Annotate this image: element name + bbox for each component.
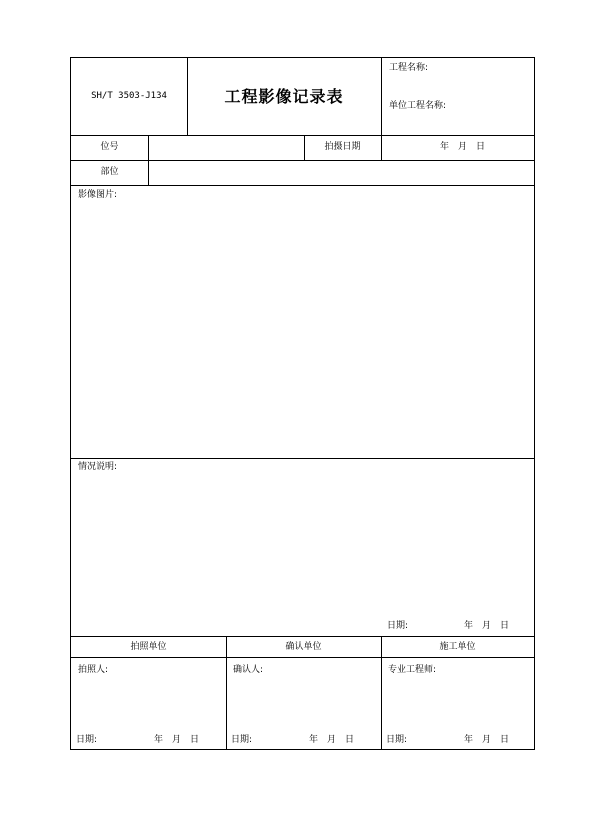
description-date-label: 日期: [387, 621, 409, 631]
part-label: 部位 [100, 167, 119, 177]
divider [381, 135, 382, 160]
shoot-date-label: 拍摄日期 [324, 142, 361, 152]
confirmer-date-value[interactable]: 年 月 日 [309, 735, 355, 745]
photo-area[interactable] [71, 203, 534, 457]
description-area[interactable] [71, 476, 534, 616]
engineer-date-value[interactable]: 年 月 日 [464, 735, 510, 745]
photographer-label: 拍照人: [78, 665, 109, 675]
confirmer-label: 确认人: [233, 665, 264, 675]
divider [71, 657, 534, 658]
shoot-date-value[interactable]: 年 月 日 [439, 142, 485, 152]
position-no-field[interactable] [149, 136, 304, 160]
confirm-unit-header: 确认单位 [285, 642, 322, 652]
confirmer-date-label: 日期: [231, 735, 253, 745]
standard-code: SH/T 3503-J134 [91, 91, 167, 101]
description-date-value[interactable]: 年 月 日 [464, 621, 510, 631]
record-form [70, 57, 535, 750]
unit-project-name-label: 单位工程名称: [389, 101, 447, 111]
form-title: 工程影像记录表 [224, 87, 344, 106]
position-no-label: 位号 [100, 142, 119, 152]
divider [71, 636, 534, 637]
construction-unit-header: 施工单位 [439, 642, 476, 652]
divider [71, 458, 534, 459]
photo-unit-header: 拍照单位 [130, 642, 167, 652]
photo-label: 影像图片: [78, 190, 118, 200]
engineer-date-label: 日期: [386, 735, 408, 745]
description-label: 情况说明: [78, 462, 118, 472]
project-name-label: 工程名称: [389, 63, 429, 73]
photographer-date-label: 日期: [76, 735, 98, 745]
divider [71, 185, 534, 186]
photographer-date-value[interactable]: 年 月 日 [154, 735, 200, 745]
engineer-label: 专业工程师: [388, 665, 437, 675]
divider [381, 58, 382, 135]
part-field[interactable] [149, 161, 534, 185]
